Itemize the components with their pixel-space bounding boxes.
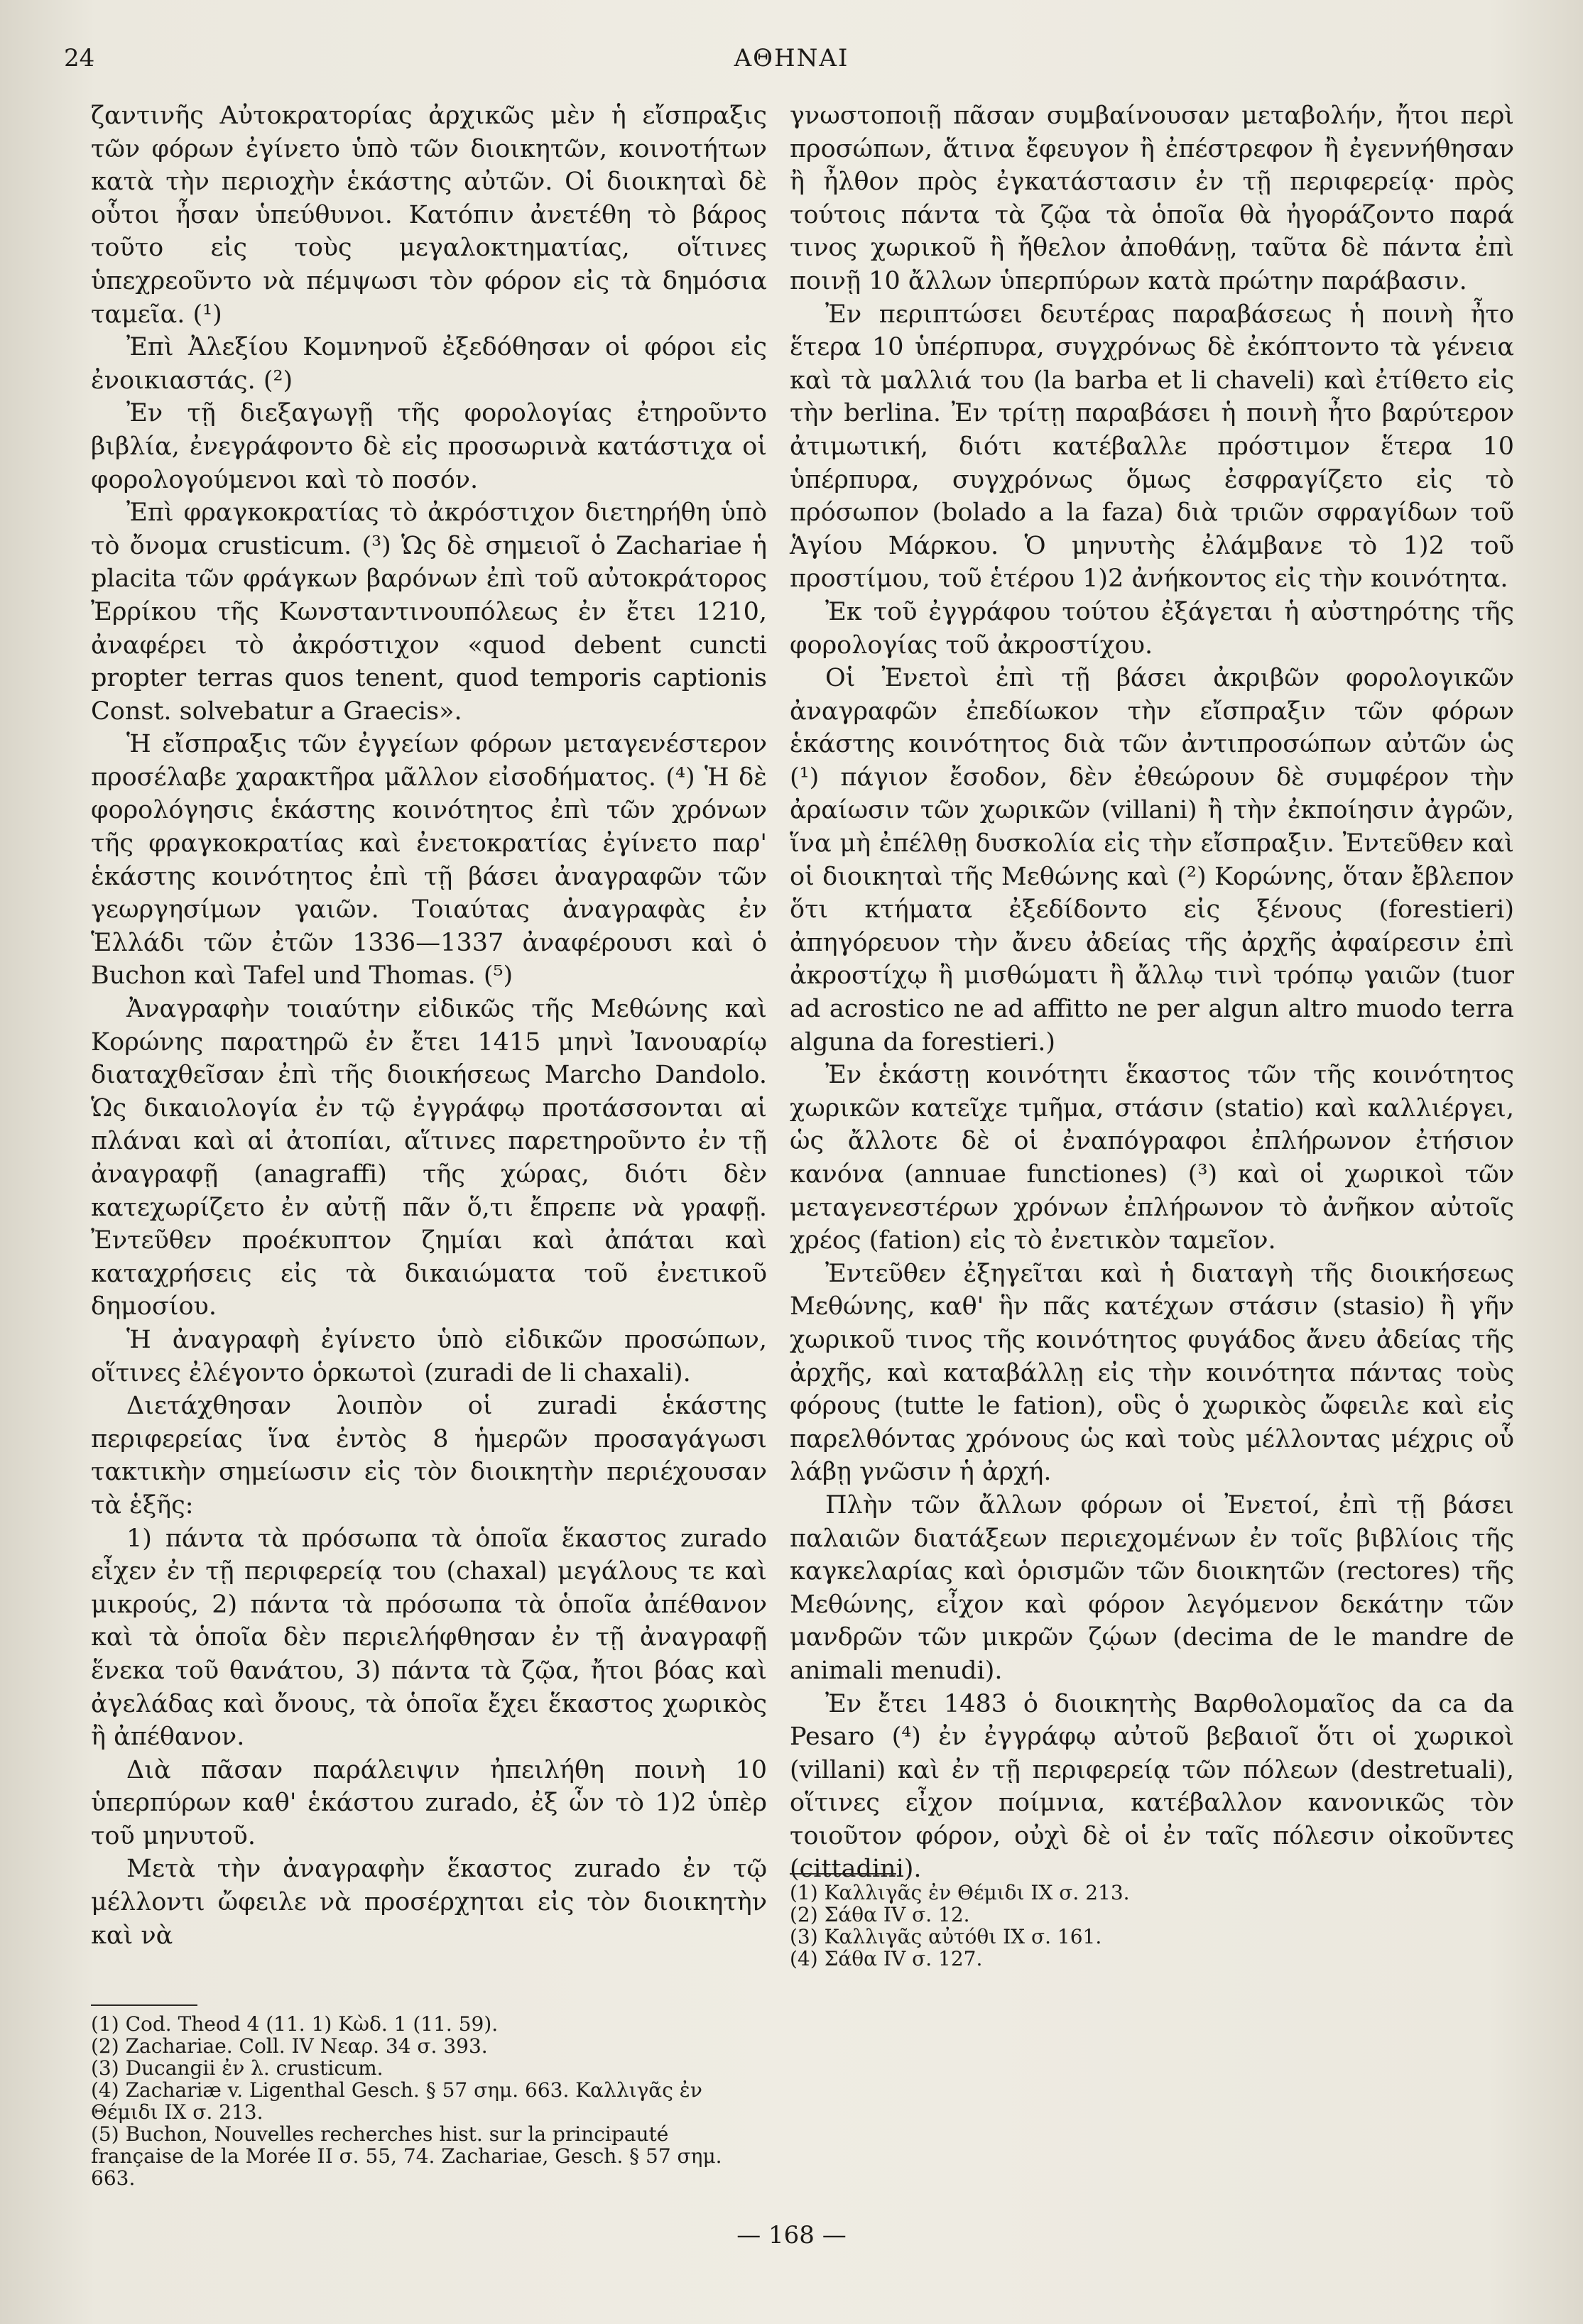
footnote: (4) Zachariæ v. Ligenthal Gesch. § 57 σημ. 663. Καλλιγᾶς ἐν Θέμιδι IX σ. 213. [91, 2078, 702, 2124]
footnote: (4) Σάθα IV σ. 127. [790, 1947, 983, 1970]
paragraph: 1) πάντα τὰ πρόσωπα τὰ ὁποῖα ἕκαστος zurado εἶχεν ἐν τῇ περιφερείᾳ του (chaxal) μεγάλους τε καὶ μικρούς, 2) πάντα τὰ πρόσωπα τὰ ὁποῖα ἀπέθανον καὶ τὰ ὁποῖα δὲν περιελήφθησαν ἐν τῇ ἀναγραφῇ ἕνεκα τοῦ θανάτου, 3) πάντα τὰ ζῷα, ἤτοι βόας καὶ ἀγελάδας καὶ ὄνους, τὰ ὁποῖα ἔχει ἕκαστος χωρικὸς ἢ ἀπέθανον. [91, 1524, 767, 1752]
left-column-text [91, 99, 767, 1981]
paragraph: Ἡ ἀναγραφὴ ἐγίνετο ὑπὸ εἰδικῶν προσώπων, οἵτινες ἐλέγοντο ὁρκωτοὶ (zuradi de li chaxali). [91, 1325, 767, 1387]
folio-number: — 168 — [736, 2221, 847, 2249]
paragraph: Ἐν ἑκάστῃ κοινότητι ἕκαστος τῶν τῆς κοινότητος χωρικῶν κατεῖχε τμῆμα, στάσιν (statio) καὶ καλλιέργει, ὡς ἄλλοτε δὲ οἱ ἐναπόγραφοι ἐπλήρωνον ἐτήσιον κανόνα (annuae functiones) (³) καὶ οἱ χωρικοὶ τῶν μεταγενεστέρων χρόνων ἐπλήρωνον τὸ ἀνῆκον αὐτοῖς χρέος (fation) εἰς τὸ ἐνετικὸν ταμεῖον. [790, 1061, 1514, 1255]
paragraph: Ἐκ τοῦ ἐγγράφου τούτου ἐξάγεται ἡ αὐστηρότης τῆς φορολογίας τοῦ ἀκροστίχου. [790, 597, 1514, 660]
paragraph: Οἱ Ἐνετοὶ ἐπὶ τῇ βάσει ἀκριβῶν φορολογικῶν ἀναγραφῶν ἐπεδίωκον τὴν εἴσπραξιν τῶν φόρων ἑκάστης κοινότητος διὰ τῶν ἀντιπροσώπων αὐτῶν ὡς (¹) πάγιον ἔσοδον, δὲν ἐθεώρουν δὲ συμφέρον τὴν ἀραίωσιν τῶν χωρικῶν (villani) ἢ τὴν ἐκποίησιν ἀγρῶν, ἵνα μὴ ἐπέλθῃ δυσκολία εἰς τὴν εἴσπραξιν. Ἐντεῦθεν καὶ οἱ διοικηταὶ τῆς Μεθώνης καὶ (²) Κορώνης, ὅταν ἔβλεπον ὅτι κτήματα ἐξεδίδοντο εἰς ξένους (forestieri) ἀπηγόρευον τὴν ἄνευ ἀδείας τῆς ἀρχῆς ἀφαίρεσιν ἐπὶ ἀκροστίχῳ ἢ μισθώματι ἢ ἄλλῳ τινὶ τρόπῳ γαιῶν (tuor ad acrostico ne ad affitto ne per algun altro muodo terra alguna da forestieri.) [790, 664, 1514, 1057]
footnote-rule [91, 2004, 197, 2006]
left-footnotes [91, 1992, 767, 2189]
footnote: (2) Zachariae. Coll. IV Νεαρ. 34 σ. 393. [91, 2034, 488, 2058]
paragraph: Ἐπὶ φραγκοκρατίας τὸ ἀκρόστιχον διετηρήθη ὑπὸ τὸ ὄνομα crusticum. (³) Ὡς δὲ σημειοῖ ὁ Zachariae ἡ placita τῶν φράγκων βαρόνων ἐπὶ τοῦ αὐτοκράτορος Ἐρρίκου τῆς Κωνσταντινουπόλεως ἐν ἔτει 1210, ἀναφέρει τὸ ἀκρόστιχον «quod debent cuncti propter terras quos tenent, quod temporis captionis Const. solvebatur a Graecis». [91, 498, 767, 726]
left-column [91, 99, 767, 2190]
footnote: (3) Καλλιγᾶς αὐτόθι IX σ. 161. [790, 1925, 1102, 1948]
footnote-rule [790, 1873, 896, 1875]
footnote: (5) Buchon, Nouvelles recherches hist. sur la principauté française de la Morée II σ. 55, 74. Zachariae, Gesch. § 57 σημ. 663. [91, 2122, 722, 2190]
right-column-text [790, 99, 1514, 1884]
paragraph: Μετὰ τὴν ἀναγραφὴν ἕκαστος zurado ἐν τῷ μέλλοντι ὤφειλε νὰ προσέρχηται εἰς τὸν διοικητὴν καὶ νὰ [91, 1855, 767, 1950]
right-footnotes [790, 1860, 1514, 1970]
footnote: (2) Σάθα IV σ. 12. [790, 1903, 970, 1926]
paragraph: Ἀναγραφὴν τοιαύτην εἰδικῶς τῆς Μεθώνης καὶ Κορώνης παρατηρῶ ἐν ἔτει 1415 μηνὶ Ἰανουαρίῳ διαταχθεῖσαν ἐπὶ τῆς διοικήσεως Marcho Dandolo. Ὡς δικαιολογία ἐν τῷ ἐγγράφῳ προτάσσονται αἱ πλάναι καὶ αἱ ἀτοπίαι, αἵτινες παρετηροῦντο ἐν τῇ ἀναγραφῇ (anagraffi) τῆς χώρας, διότι δὲν κατεχωρίζετο ἐν αὐτῇ πᾶν ὅ,τι ἔπρεπε νὰ γραφῇ. Ἐντεῦθεν προέκυπτον ζημίαι καὶ ἀπάται καὶ καταχρήσεις εἰς τὰ δικαιώματα τοῦ ἐνετικοῦ δημοσίου. [91, 995, 767, 1321]
paragraph: ζαντινῆς Αὐτοκρατορίας ἀρχικῶς μὲν ἡ εἴσπραξις τῶν φόρων ἐγίνετο ὑπὸ τῶν διοικητῶν, κοινοτήτων κατὰ τὴν περιοχὴν ἑκάστης αὐτῶν. Οἱ διοικηταὶ δὲ οὗτοι ἦσαν ὑπεύθυνοι. Κατόπιν ἀνετέθη τὸ βάρος τοῦτο εἰς τοὺς μεγαλοκτηματίας, οἵτινες ὑπεχρεοῦντο νὰ πέμψωσι τὸν φόρον εἰς τὰ δημόσια ταμεῖα. (¹) [91, 102, 767, 329]
page-number: 24 [64, 44, 95, 72]
paragraph: γνωστοποιῇ πᾶσαν συμβαίνουσαν μεταβολήν, ἤτοι περὶ προσώπων, ἅτινα ἔφευγον ἢ ἐπέστρεφον ἢ ἐγεννήθησαν ἢ ἦλθον πρὸς ἐγκατάστασιν ἐν τῇ περιφερείᾳ· πρὸς τούτοις πάντα τὰ ζῷα τὰ ὁποῖα θὰ ἠγοράζοντο παρά τινος χωρικοῦ ἢ ἤθελον ἀποθάνῃ, ταῦτα δὲ πάντα ἐπὶ ποινῇ 10 ἄλλων ὑπερπύρων κατὰ πρώτην παράβασιν. [790, 102, 1514, 295]
paragraph: Ἐπὶ Ἀλεξίου Κομνηνοῦ ἐξεδόθησαν οἱ φόροι εἰς ἐνοικιαστάς. (²) [91, 333, 767, 395]
paragraph: Διὰ πᾶσαν παράλειψιν ἠπειλήθη ποινὴ 10 ὑπερπύρων καθ' ἑκάστου zurado, ἐξ ὧν τὸ 1)2 ὑπὲρ τοῦ μηνυτοῦ. [91, 1755, 767, 1850]
paragraph: Ἐν περιπτώσει δευτέρας παραβάσεως ἡ ποινὴ ἦτο ἕτερα 10 ὑπέρπυρα, συγχρόνως δὲ ἐκόπτοντο τὰ γένεια καὶ τὰ μαλλιά του (la barba et li chaveli) καὶ ἐτίθετο εἰς τὴν berlina. Ἐν τρίτῃ παραβάσει ἡ ποινὴ ἦτο βαρύτερον ἀτιμωτική, διότι κατέβαλλε πρόστιμον ἕτερα 10 ὑπέρπυρα, συγχρόνως ὅμως ἐσφραγίζετο εἰς τὸ πρόσωπον (bolado a la faza) διὰ τριῶν σφραγίδων τοῦ Ἁγίου Μάρκου. Ὁ μηνυτὴς ἐλάμβανε τὸ 1)2 τοῦ προστίμου, τοῦ ἑτέρου 1)2 ἀνήκοντος εἰς τὴν κοινότητα. [790, 300, 1514, 594]
page-header [0, 44, 1583, 87]
paragraph: Ἐν τῇ διεξαγωγῇ τῆς φορολογίας ἐτηροῦντο βιβλία, ἐνεγράφοντο δὲ εἰς προσωρινὰ κατάστιχα οἱ φορολογούμενοι καὶ τὸ ποσόν. [91, 399, 767, 494]
running-title: ΑΘΗΝΑΙ [734, 44, 849, 72]
paragraph: Διετάχθησαν λοιπὸν οἱ zuradi ἑκάστης περιφερείας ἵνα ἐντὸς 8 ἡμερῶν προσαγάγωσι τακτικὴν σημείωσιν εἰς τὸν διοικητὴν περιέχουσαν τὰ ἑξῆς: [91, 1392, 767, 1520]
footnote: (1) Καλλιγᾶς ἐν Θέμιδι IX σ. 213. [790, 1881, 1130, 1904]
footnote: (1) Cod. Theod 4 (11. 1) Κὼδ. 1 (11. 59). [91, 2012, 499, 2036]
right-column [790, 99, 1514, 1970]
paragraph: Πλὴν τῶν ἄλλων φόρων οἱ Ἐνετοί, ἐπὶ τῇ βάσει παλαιῶν διατάξεων περιεχομένων ἐν τοῖς βιβλίοις τῆς καγκελαρίας καὶ ὁρισμῶν τῶν διοικητῶν (rectores) τῆς Μεθώνης, εἶχον καὶ φόρον λεγόμενον δεκάτην τῶν μανδρῶν τῶν μικρῶν ζῴων (decima de le mandre de animali menudi). [790, 1490, 1514, 1685]
paragraph: Ἐντεῦθεν ἐξηγεῖται καὶ ἡ διαταγὴ τῆς διοικήσεως Μεθώνης, καθ' ἣν πᾶς κατέχων στάσιν (stasio) ἢ γῆν χωρικοῦ τινος τῆς κοινότητος φυγάδος ἄνευ ἀδείας τῆς ἀρχῆς, καὶ καταβάλλῃ εἰς τὴν κοινότητα πάντας τοὺς φόρους (tutte le fation), οὓς ὁ χωρικὸς ὤφειλε καὶ εἰς παρελθόντας χρόνους ὡς καὶ τοὺς μέλλοντας μέχρις οὗ λάβῃ γνῶσιν ἡ ἀρχή. [790, 1259, 1514, 1487]
footnote: (3) Ducangii ἐν λ. crusticum. [91, 2056, 383, 2080]
paragraph: Ἡ εἴσπραξις τῶν ἐγγείων φόρων μεταγενέστερον προσέλαβε χαρακτῆρα μᾶλλον εἰσοδήματος. (⁴) Ἡ δὲ φορολόγησις ἑκάστης κοινότητος ἐπὶ τῶν χρόνων τῆς φραγκοκρατίας καὶ ἐνετοκρατίας ἐγίνετο παρ' ἑκάστης κοινότητος ἐπὶ τῇ βάσει ἀναγραφῶν τῶν γεωργησίμων γαιῶν. Τοιαύτας ἀναγραφὰς ἐν Ἑλλάδι τῶν ἐτῶν 1336—1337 ἀναφέρουσι καὶ ὁ Buchon καὶ Tafel und Thomas. (⁵) [91, 730, 767, 991]
paragraph: Ἐν ἔτει 1483 ὁ διοικητὴς Βαρθολομαῖος da ca da Pesaro (⁴) ἐν ἐγγράφῳ αὐτοῦ βεβαιοῖ ὅτι οἱ χωρικοὶ (villani) καὶ ἐν τῇ περιφερείᾳ τῶν πόλεων (destretuali), οἵτινες εἶχον ποίμνια, κατέβαλλον κανονικῶς τὸν τοιοῦτον φόρον, οὐχὶ δὲ οἱ ἐν ταῖς πόλεσιν οἰκοῦντες (cittadini). [790, 1689, 1514, 1884]
